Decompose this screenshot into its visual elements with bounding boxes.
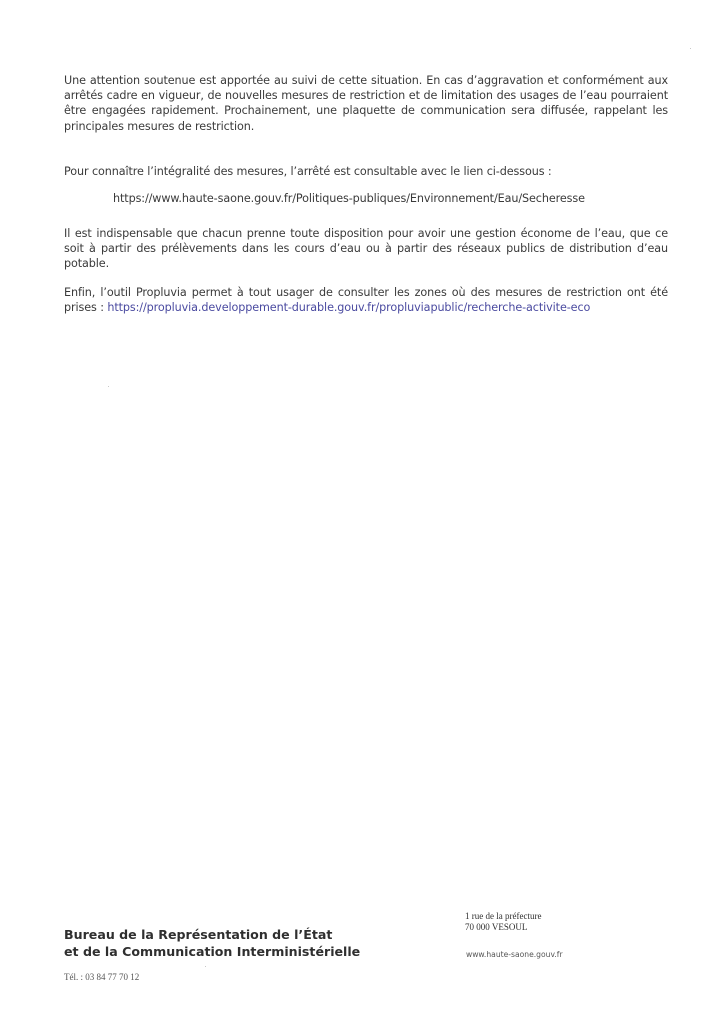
paragraph-propluvia	[64, 285, 668, 315]
footer-phone: Tél. : 03 84 77 70 12	[64, 972, 140, 982]
paragraph-arrete-intro: Pour connaître l’intégralité des mesures, l’arrêté est consultable avec le lien ci-dessous :	[64, 165, 552, 178]
propluvia-link[interactable]: https://propluvia.developpement-durable.gouv.fr/propluviapublic/recherche-activite-eco	[107, 301, 591, 315]
footer-office-line-2: et de la Communication Interministérielle	[64, 944, 361, 959]
footer-address-line-1: 1 rue de la préfecture	[465, 911, 542, 921]
footer-address	[465, 911, 541, 933]
scan-speck	[108, 386, 109, 387]
paragraph-situation: Une attention soutenue est apportée au suivi de cette situation. En cas d’aggravation et conformément aux arrêtés cadre en vigueur, de nouvelles mesures de restriction et de limitation des usages de l’eau pourraient être engagées rapidement. Prochainement, une plaquette de communication sera diffusée, rappelant les principales mesures de restriction.	[64, 74, 668, 133]
footer-website[interactable]: www.haute-saone.gouv.fr	[466, 950, 563, 959]
scan-speck	[205, 966, 206, 967]
footer-office-name	[64, 926, 360, 960]
scan-speck	[690, 48, 691, 49]
propluvia-intro-text: Enfin, l’outil Propluvia permet à tout usager de consulter les zones où des mesures de restriction ont été prises :	[64, 286, 668, 315]
footer-office-line-1: Bureau de la Représentation de l’État	[64, 927, 333, 942]
footer-address-line-2: 70 000 VESOUL	[465, 922, 528, 932]
arrete-link[interactable]: https://www.haute-saone.gouv.fr/Politiques-publiques/Environnement/Eau/Secheresse	[113, 192, 585, 205]
paragraph-water-saving: Il est indispensable que chacun prenne toute disposition pour avoir une gestion économe de l’eau, que ce soit à partir des prélèvements dans les cours d’eau ou à partir des réseaux publics de distribution d’eau potable.	[64, 227, 668, 271]
